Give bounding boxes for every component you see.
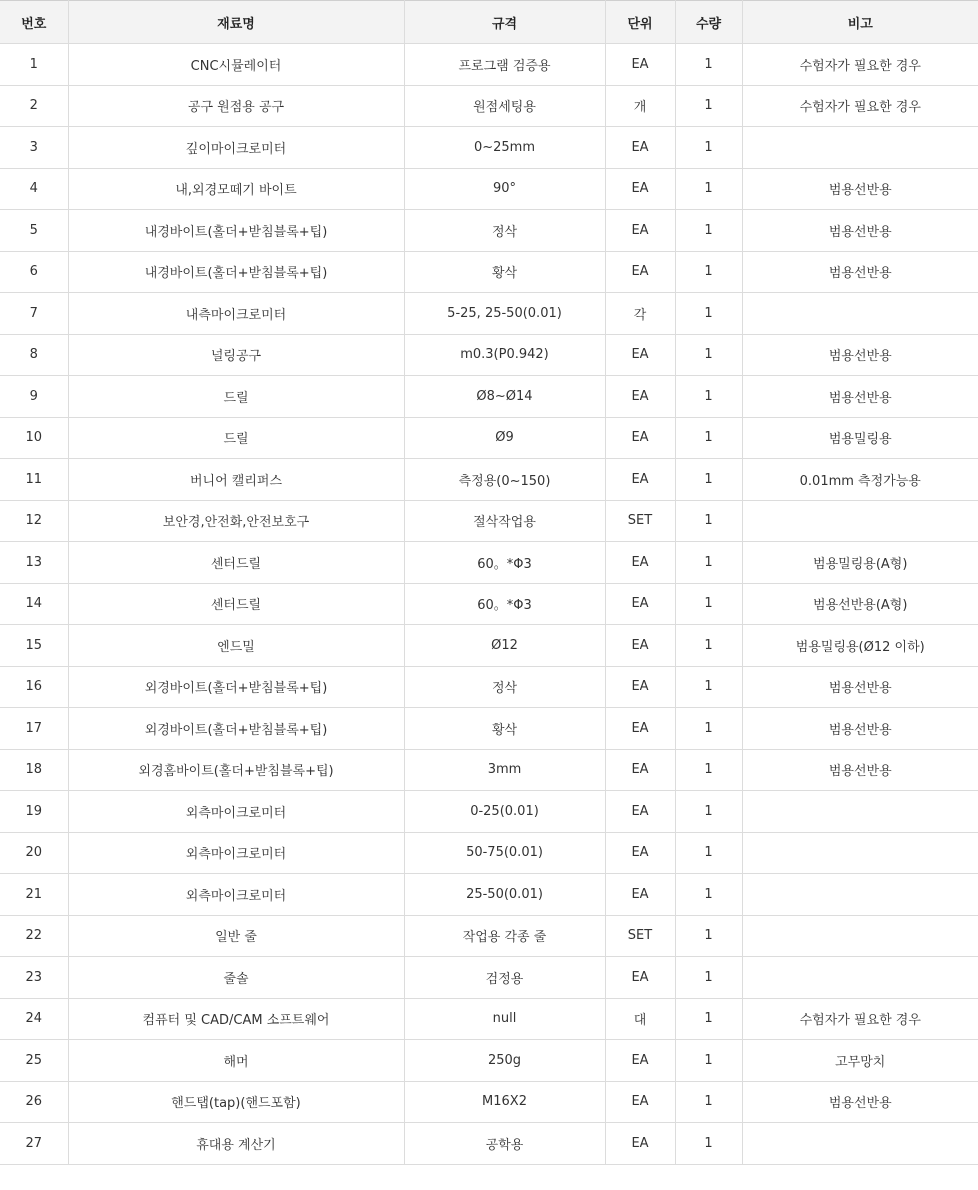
- cell-spec: 프로그램 검증용: [404, 44, 605, 86]
- cell-spec: 공학용: [404, 1123, 605, 1165]
- table-row: [0, 417, 978, 459]
- cell-material-name: 외경바이트(홀더+받침블록+팁): [68, 708, 404, 750]
- table-body: [0, 44, 978, 1165]
- cell-material-name: 내,외경모떼기 바이트: [68, 168, 404, 210]
- cell-remarks: [742, 832, 978, 874]
- cell-remarks: [742, 500, 978, 542]
- cell-material-name: 깊이마이크로미터: [68, 127, 404, 169]
- cell-quantity: 1: [675, 210, 742, 252]
- cell-unit: 각: [605, 293, 675, 335]
- table-row: [0, 708, 978, 750]
- table-row: [0, 625, 978, 667]
- cell-number: 12: [0, 500, 68, 542]
- cell-number: 17: [0, 708, 68, 750]
- cell-unit: EA: [605, 708, 675, 750]
- cell-unit: EA: [605, 666, 675, 708]
- table-row: [0, 1081, 978, 1123]
- table-row: [0, 583, 978, 625]
- cell-unit: EA: [605, 1081, 675, 1123]
- table-row: [0, 874, 978, 916]
- table-row: [0, 459, 978, 501]
- cell-spec: m0.3(P0.942): [404, 334, 605, 376]
- cell-remarks: [742, 957, 978, 999]
- cell-spec: 원점세팅용: [404, 85, 605, 127]
- cell-quantity: 1: [675, 957, 742, 999]
- cell-number: 22: [0, 915, 68, 957]
- cell-unit: EA: [605, 791, 675, 833]
- cell-unit: EA: [605, 583, 675, 625]
- cell-material-name: 일반 줄: [68, 915, 404, 957]
- cell-material-name: 버니어 캘리퍼스: [68, 459, 404, 501]
- cell-material-name: 외측마이크로미터: [68, 791, 404, 833]
- cell-material-name: 외경바이트(홀더+받침블록+팁): [68, 666, 404, 708]
- table-row: [0, 666, 978, 708]
- table-row: [0, 168, 978, 210]
- cell-spec: Ø12: [404, 625, 605, 667]
- cell-quantity: 1: [675, 708, 742, 750]
- cell-quantity: 1: [675, 376, 742, 418]
- table-row: [0, 293, 978, 335]
- cell-quantity: 1: [675, 1040, 742, 1082]
- cell-material-name: 외경홈바이트(홀더+받침블록+팁): [68, 749, 404, 791]
- cell-material-name: 센터드릴: [68, 542, 404, 584]
- table-row: [0, 749, 978, 791]
- header-row: [0, 1, 978, 44]
- cell-quantity: 1: [675, 749, 742, 791]
- cell-remarks: 0.01mm 측정가능용: [742, 459, 978, 501]
- cell-number: 16: [0, 666, 68, 708]
- table-row: [0, 957, 978, 999]
- cell-material-name: CNC시뮬레이터: [68, 44, 404, 86]
- cell-unit: EA: [605, 832, 675, 874]
- cell-unit: EA: [605, 44, 675, 86]
- cell-quantity: 1: [675, 127, 742, 169]
- cell-number: 20: [0, 832, 68, 874]
- cell-quantity: 1: [675, 791, 742, 833]
- cell-number: 21: [0, 874, 68, 916]
- cell-unit: EA: [605, 749, 675, 791]
- cell-spec: 25-50(0.01): [404, 874, 605, 916]
- cell-remarks: 범용밀링용: [742, 417, 978, 459]
- header-unit: 단위: [605, 1, 675, 44]
- cell-number: 3: [0, 127, 68, 169]
- table-row: [0, 251, 978, 293]
- cell-spec: 5-25, 25-50(0.01): [404, 293, 605, 335]
- cell-quantity: 1: [675, 293, 742, 335]
- cell-remarks: [742, 127, 978, 169]
- cell-spec: M16X2: [404, 1081, 605, 1123]
- cell-material-name: 해머: [68, 1040, 404, 1082]
- cell-unit: EA: [605, 127, 675, 169]
- header-quantity: 수량: [675, 1, 742, 44]
- table-row: [0, 500, 978, 542]
- cell-spec: Ø9: [404, 417, 605, 459]
- cell-quantity: 1: [675, 251, 742, 293]
- cell-spec: 절삭작업용: [404, 500, 605, 542]
- cell-quantity: 1: [675, 85, 742, 127]
- cell-spec: 황삭: [404, 251, 605, 293]
- cell-unit: EA: [605, 874, 675, 916]
- cell-remarks: 범용선반용: [742, 749, 978, 791]
- cell-material-name: 휴대용 계산기: [68, 1123, 404, 1165]
- cell-number: 24: [0, 998, 68, 1040]
- cell-number: 1: [0, 44, 68, 86]
- cell-number: 26: [0, 1081, 68, 1123]
- cell-remarks: 범용선반용(A형): [742, 583, 978, 625]
- cell-unit: 개: [605, 85, 675, 127]
- cell-remarks: 범용선반용: [742, 251, 978, 293]
- header-spec: 규격: [404, 1, 605, 44]
- cell-unit: SET: [605, 500, 675, 542]
- cell-remarks: 범용선반용: [742, 708, 978, 750]
- cell-remarks: 수험자가 필요한 경우: [742, 85, 978, 127]
- cell-remarks: 범용밀링용(A형): [742, 542, 978, 584]
- table-row: [0, 998, 978, 1040]
- cell-spec: 50-75(0.01): [404, 832, 605, 874]
- cell-remarks: [742, 915, 978, 957]
- cell-material-name: 컴퓨터 및 CAD/CAM 소프트웨어: [68, 998, 404, 1040]
- cell-number: 13: [0, 542, 68, 584]
- cell-quantity: 1: [675, 334, 742, 376]
- cell-quantity: 1: [675, 500, 742, 542]
- table-row: [0, 1040, 978, 1082]
- cell-quantity: 1: [675, 832, 742, 874]
- cell-unit: EA: [605, 625, 675, 667]
- cell-material-name: 핸드탭(tap)(핸드포함): [68, 1081, 404, 1123]
- cell-remarks: 수험자가 필요한 경우: [742, 998, 978, 1040]
- cell-unit: EA: [605, 417, 675, 459]
- cell-number: 19: [0, 791, 68, 833]
- table-row: [0, 832, 978, 874]
- cell-unit: SET: [605, 915, 675, 957]
- cell-quantity: 1: [675, 542, 742, 584]
- header-material-name: 재료명: [68, 1, 404, 44]
- cell-unit: EA: [605, 376, 675, 418]
- cell-number: 23: [0, 957, 68, 999]
- cell-number: 18: [0, 749, 68, 791]
- table-row: [0, 915, 978, 957]
- cell-unit: 대: [605, 998, 675, 1040]
- cell-material-name: 센터드릴: [68, 583, 404, 625]
- cell-quantity: 1: [675, 583, 742, 625]
- cell-quantity: 1: [675, 417, 742, 459]
- cell-quantity: 1: [675, 874, 742, 916]
- cell-spec: 정삭: [404, 666, 605, 708]
- cell-number: 5: [0, 210, 68, 252]
- cell-material-name: 내경바이트(홀더+받침블록+팁): [68, 210, 404, 252]
- cell-material-name: 널링공구: [68, 334, 404, 376]
- cell-number: 27: [0, 1123, 68, 1165]
- table-row: [0, 85, 978, 127]
- cell-unit: EA: [605, 957, 675, 999]
- cell-remarks: [742, 1123, 978, 1165]
- cell-spec: 250g: [404, 1040, 605, 1082]
- header-remarks: 비고: [742, 1, 978, 44]
- cell-material-name: 드릴: [68, 376, 404, 418]
- cell-number: 15: [0, 625, 68, 667]
- cell-material-name: 드릴: [68, 417, 404, 459]
- cell-quantity: 1: [675, 666, 742, 708]
- table-row: [0, 542, 978, 584]
- cell-quantity: 1: [675, 168, 742, 210]
- cell-quantity: 1: [675, 1123, 742, 1165]
- cell-material-name: 내경바이트(홀더+받침블록+팁): [68, 251, 404, 293]
- cell-material-name: 내측마이크로미터: [68, 293, 404, 335]
- cell-quantity: 1: [675, 915, 742, 957]
- cell-remarks: [742, 791, 978, 833]
- cell-remarks: 수험자가 필요한 경우: [742, 44, 978, 86]
- cell-spec: 90°: [404, 168, 605, 210]
- cell-remarks: 범용선반용: [742, 210, 978, 252]
- cell-unit: EA: [605, 459, 675, 501]
- table-row: [0, 210, 978, 252]
- cell-unit: EA: [605, 1040, 675, 1082]
- cell-unit: EA: [605, 1123, 675, 1165]
- table-row: [0, 791, 978, 833]
- cell-remarks: 범용밀링용(Ø12 이하): [742, 625, 978, 667]
- cell-material-name: 보안경,안전화,안전보호구: [68, 500, 404, 542]
- cell-remarks: 범용선반용: [742, 168, 978, 210]
- cell-remarks: 범용선반용: [742, 666, 978, 708]
- cell-spec: 측정용(0~150): [404, 459, 605, 501]
- table-row: [0, 334, 978, 376]
- cell-remarks: 범용선반용: [742, 1081, 978, 1123]
- cell-unit: EA: [605, 334, 675, 376]
- cell-quantity: 1: [675, 459, 742, 501]
- cell-quantity: 1: [675, 998, 742, 1040]
- cell-number: 11: [0, 459, 68, 501]
- cell-quantity: 1: [675, 625, 742, 667]
- cell-spec: 0-25(0.01): [404, 791, 605, 833]
- cell-remarks: 고무망치: [742, 1040, 978, 1082]
- cell-spec: 황삭: [404, 708, 605, 750]
- cell-number: 2: [0, 85, 68, 127]
- cell-unit: EA: [605, 251, 675, 293]
- cell-quantity: 1: [675, 1081, 742, 1123]
- cell-unit: EA: [605, 210, 675, 252]
- table-header: [0, 1, 978, 44]
- table-row: [0, 127, 978, 169]
- cell-quantity: 1: [675, 44, 742, 86]
- cell-number: 8: [0, 334, 68, 376]
- cell-number: 14: [0, 583, 68, 625]
- cell-number: 9: [0, 376, 68, 418]
- table-row: [0, 44, 978, 86]
- cell-number: 4: [0, 168, 68, 210]
- cell-number: 7: [0, 293, 68, 335]
- cell-spec: Ø8~Ø14: [404, 376, 605, 418]
- cell-remarks: 범용선반용: [742, 334, 978, 376]
- cell-material-name: 외측마이크로미터: [68, 874, 404, 916]
- cell-spec: 정삭: [404, 210, 605, 252]
- table-row: [0, 376, 978, 418]
- cell-unit: EA: [605, 542, 675, 584]
- cell-material-name: 엔드밀: [68, 625, 404, 667]
- cell-spec: 0~25mm: [404, 127, 605, 169]
- cell-number: 6: [0, 251, 68, 293]
- cell-material-name: 줄솔: [68, 957, 404, 999]
- cell-spec: 3mm: [404, 749, 605, 791]
- cell-unit: EA: [605, 168, 675, 210]
- cell-number: 25: [0, 1040, 68, 1082]
- cell-spec: 검정용: [404, 957, 605, 999]
- cell-material-name: 공구 원점용 공구: [68, 85, 404, 127]
- cell-remarks: [742, 293, 978, 335]
- cell-number: 10: [0, 417, 68, 459]
- cell-spec: 작업용 각종 줄: [404, 915, 605, 957]
- cell-remarks: [742, 874, 978, 916]
- cell-spec: null: [404, 998, 605, 1040]
- cell-spec: 60。*Φ3: [404, 583, 605, 625]
- header-number: 번호: [0, 1, 68, 44]
- cell-remarks: 범용선반용: [742, 376, 978, 418]
- table-row: [0, 1123, 978, 1165]
- cell-spec: 60。*Φ3: [404, 542, 605, 584]
- cell-material-name: 외측마이크로미터: [68, 832, 404, 874]
